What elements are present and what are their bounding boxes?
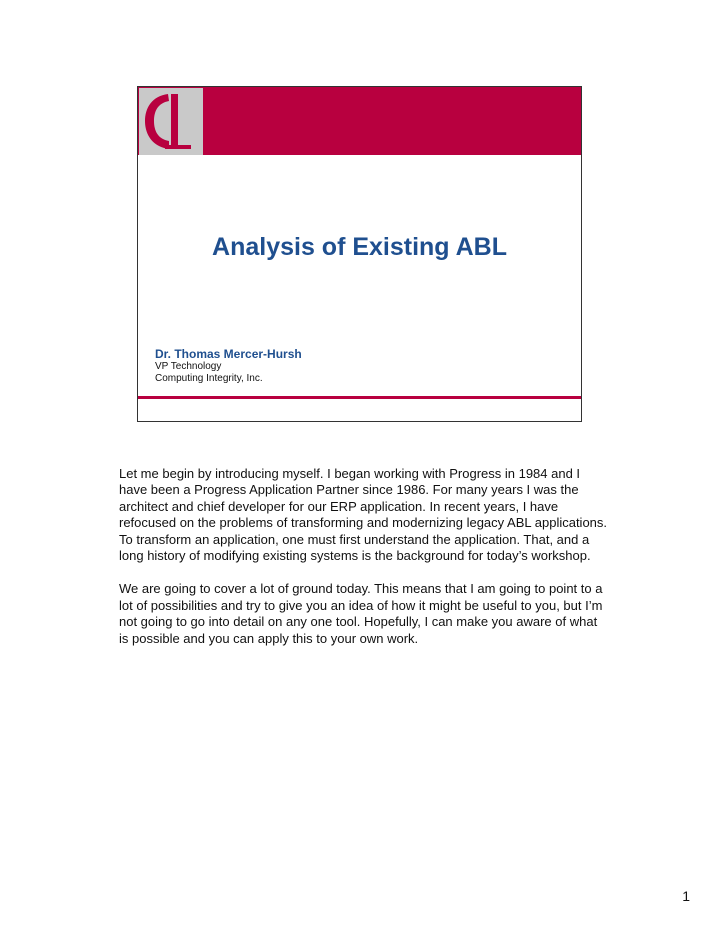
notes-paragraph: We are going to cover a lot of ground today. This means that I am going to point to a lot of possibilities and try to give you an idea of how it might be useful to you, but I’m not going to go into detail on any one tool. Hopefully, I can make you aware of what is possible and you can apply this to your own work. [119, 581, 603, 646]
notes-paragraph: Let me begin by introducing myself. I began working with Progress in 1984 and I have been a Progress Application Partner since 1986. For many years I was the architect and chief developer for our ERP application. In recent years, I have refocused on the problems of transforming and modernizing legacy ABL applications. To transform an application, one must first understand the application. That, and a long history of modifying existing systems is the background for today’s workshop. [119, 466, 608, 564]
slide-title: Analysis of Existing ABL [212, 233, 507, 261]
slide-thumbnail [137, 86, 582, 422]
page-number: 1 [682, 888, 690, 904]
slide-bottom-rule [138, 396, 581, 399]
presenter-name: Dr. Thomas Mercer-Hursh [155, 347, 302, 361]
computing-integrity-logo-icon [139, 88, 203, 155]
speaker-notes [119, 466, 609, 664]
presenter-company: Computing Integrity, Inc. [155, 373, 263, 385]
presenter-role: VP Technology [155, 361, 222, 373]
ci-logo-icon [139, 88, 203, 155]
presenter-block [155, 347, 302, 385]
slide-header-bar [138, 87, 581, 155]
